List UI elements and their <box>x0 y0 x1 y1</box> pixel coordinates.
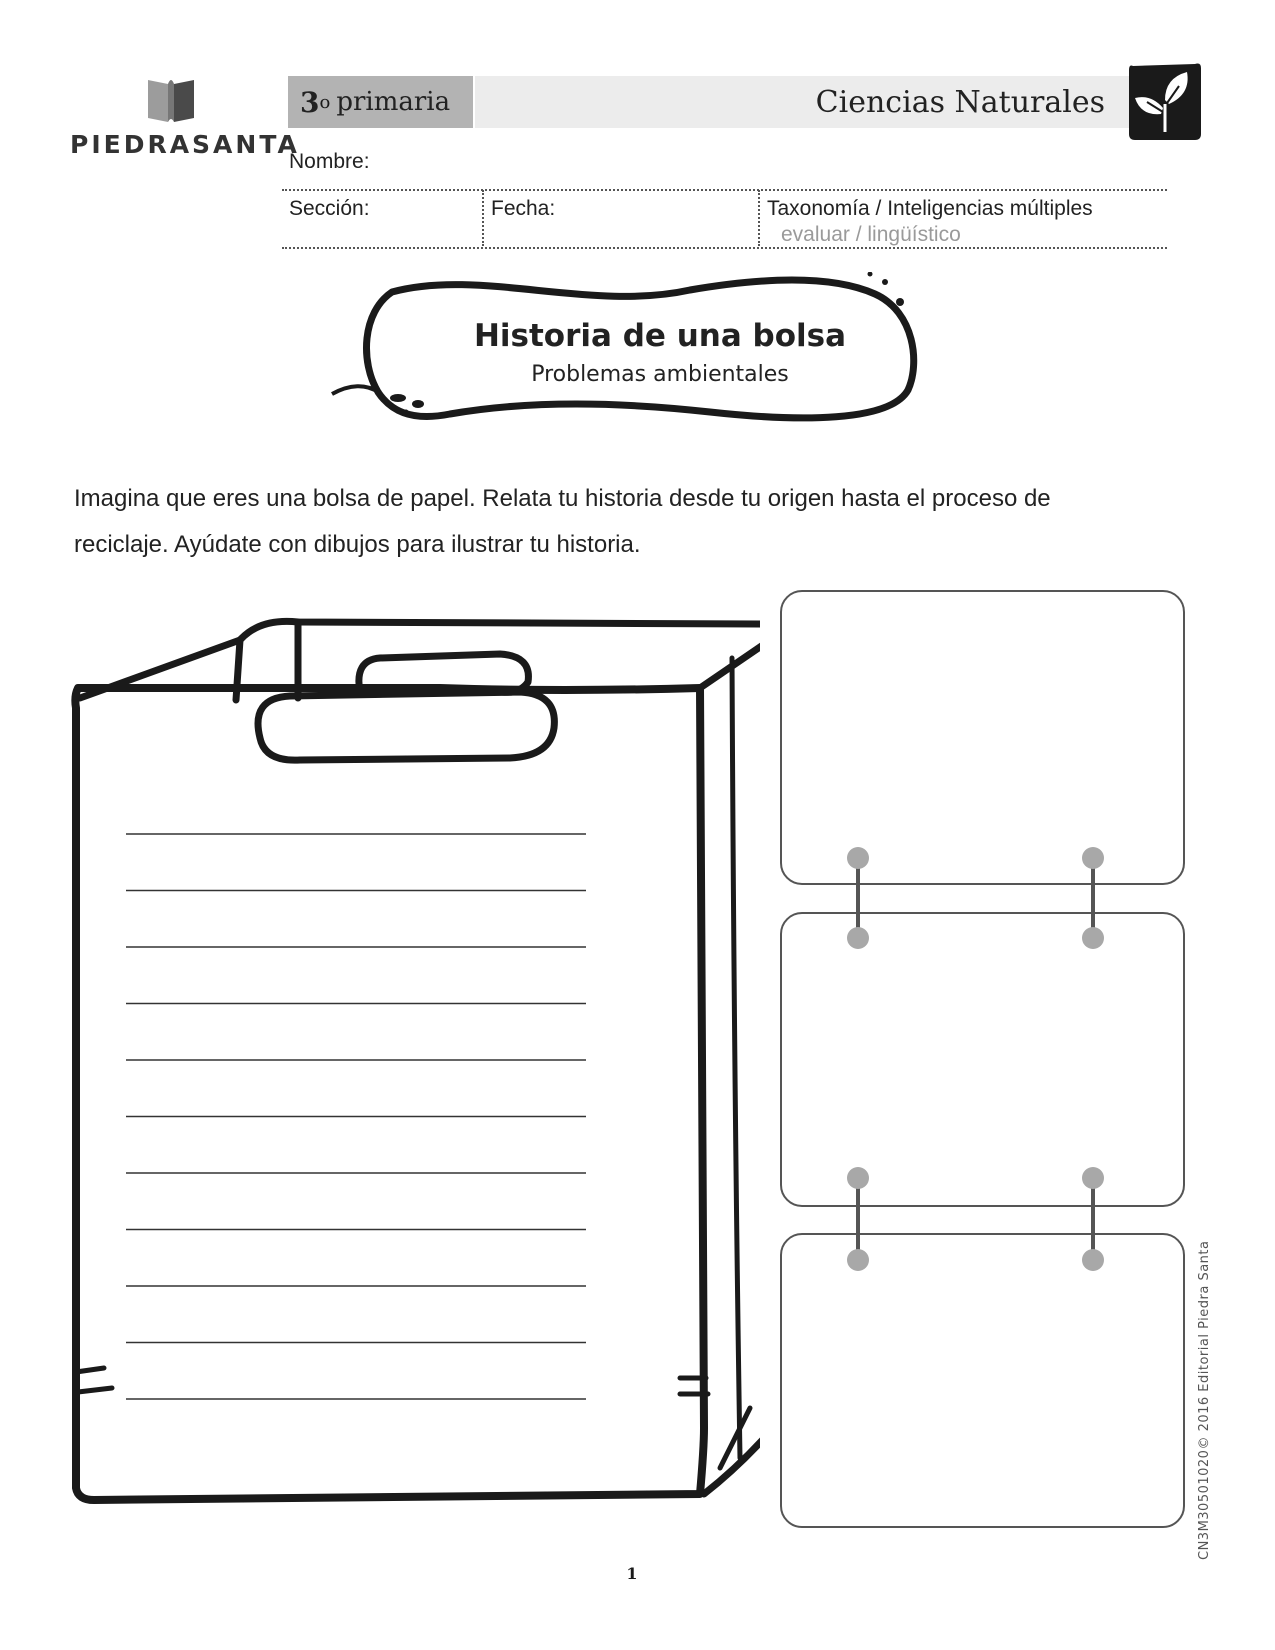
taxonomy-label: Taxonomía / Inteligencias múltiples <box>767 197 1093 220</box>
grade-ordinal: o <box>319 91 331 113</box>
writing-lines <box>126 834 586 1399</box>
instructions-line-2: reciclaje. Ayúdate con dibujos para ilustrar tu historia. <box>74 531 641 558</box>
info-bottom-divider <box>282 247 1167 249</box>
section-divider <box>482 190 484 246</box>
name-divider <box>282 189 1167 191</box>
grade-number: 3 <box>300 85 320 119</box>
brand-name: PIEDRASANTA <box>70 130 300 159</box>
instructions-line-1: Imagina que eres una bolsa de papel. Relata tu historia desde tu origen hasta el proceso de <box>74 485 1051 512</box>
instructions <box>74 476 1194 568</box>
name-label: Nombre: <box>289 150 370 173</box>
section-label: Sección: <box>289 197 370 220</box>
taxonomy-value: evaluar / lingüístico <box>781 223 961 246</box>
worksheet-title: Historia de una bolsa <box>473 318 847 354</box>
date-label: Fecha: <box>491 197 556 220</box>
date-divider <box>758 190 760 246</box>
paper-bag-illustration <box>60 588 760 1548</box>
publisher-logo <box>70 76 300 166</box>
page-number: 1 <box>626 1564 638 1583</box>
panel-rings <box>780 590 1200 1550</box>
leaf-icon <box>1125 60 1205 144</box>
worksheet-subtitle: Problemas ambientales <box>531 362 789 387</box>
copyright-notice: CN3M30501020© 2016 Editorial Piedra Santa <box>1197 1240 1212 1560</box>
subject-title: Ciencias Naturales <box>475 76 1135 128</box>
open-book-icon <box>146 76 196 122</box>
grade-label <box>288 76 473 128</box>
grade-word: primaria <box>336 87 451 117</box>
